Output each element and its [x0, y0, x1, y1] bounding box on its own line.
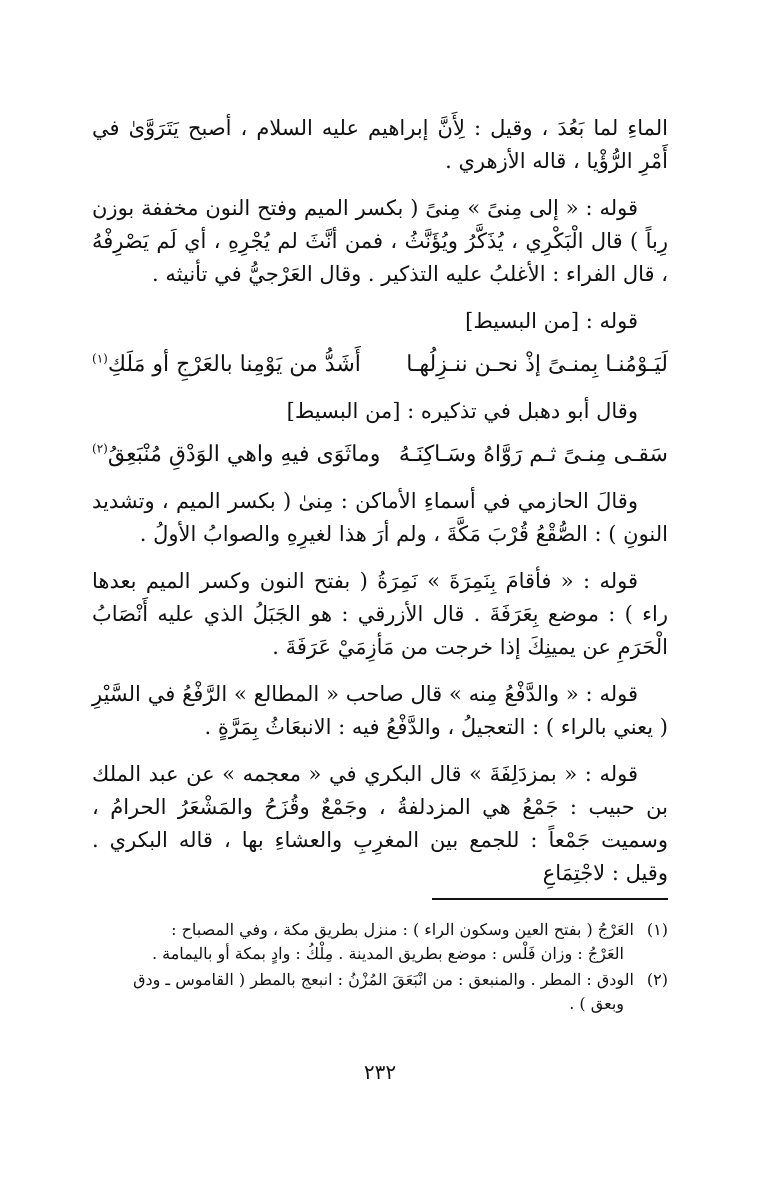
footnote-2-body	[133, 968, 634, 1016]
verse-2-second-hemistich	[92, 438, 380, 471]
verse-1-first-hemistich: لَيَـوْمُنـا بِمنـىً إذْ نحـن ننـزِلُهـا	[406, 352, 668, 377]
paragraph-6: قوله : « بمزدَلِفَةَ » قال البكري في « معجمه » عن عبد الملك بن حبيب : جَمْعُ هي المزدلفةُ ، وجَمْعٌ وقُزَحُ والمَشْعَرُ الحرامُ ، وسميت جَمْعاً : للجمع بين المغرِبِ والعشاءِ بها ، قاله البكري . وقيل : لاجْتِمَاعِ	[92, 762, 668, 885]
footnote-1	[92, 918, 668, 966]
footnote-1-number: (١)	[646, 920, 668, 939]
footnote-2-line-1: الودق : المطر . والمنبعق : من انْبَعَقَ المُزْنُ : انبعج بالمطر ( القاموس ـ ودق	[133, 970, 634, 989]
verse-2	[92, 438, 668, 471]
paragraph-2: قوله : « إلى مِنىً » مِنىً ( بكسر الميم وفتح النون مخففة بوزن رِباً ) قال الْبَكْرِي ، يُذَكَّرُ ويُؤَنَّثُ ، فمن أنَّثَ لم يُجْرِهِ ، أي لَم يَصْرِفْهُ ، قال الفراء : الأغلبُ عليه التذكير . وقال العَرْجيُّ في تأنيثه .	[92, 196, 668, 286]
footnote-ref-2: (٢)	[92, 441, 108, 456]
verse-1	[92, 348, 668, 381]
verse-heading-1: قوله : [من البسيط]	[465, 309, 638, 333]
main-text	[92, 112, 668, 904]
footnote-2-number: (٢)	[646, 970, 668, 989]
footnote-divider	[432, 898, 668, 900]
paragraph-5: قوله : « والدَّفْعُ مِنه » قال صاحب « المطالع » الرَّفْعُ في السَّيْرِ ( يعني بالراء ) : التعجيلُ ، والدَّفْعُ فيه : الانبعَاثُ بِمَرَّةٍ .	[92, 682, 668, 739]
paragraph-3: وقالَ الحازمي في أسماءِ الأماكن : مِنىٰ ( بكسر الميم ، وتشديد النونِ ) : الصُّقْعُ قُرْبَ مَكَّةَ ، ولم أرَ هذا لغيرِهِ والصوابُ الأولُ .	[92, 489, 668, 546]
verse-heading-2: وقال أبو دهبل في تذكيره : [من البسيط]	[286, 399, 638, 423]
page-number: ٢٣٢	[363, 1060, 397, 1084]
verse-1-second-text: أَشَدُّ من يَوْمِنا بالعَرْجِ أو مَلَكِ	[107, 352, 361, 377]
footnotes	[92, 918, 668, 1018]
paragraph-1: الماءِ لما بَعُدَ ، وقيل : لِأَنَّ إبراهيم عليه السلام ، أصبح يَتَرَوَّىٰ في أَمْرِ الرُّؤْيا ، قاله الأزهري .	[92, 116, 668, 173]
paragraph-4: قوله : « فأقامَ بِنَمِرَةَ » نَمِرَةُ ( بفتح النون وكسر الميم بعدها راء ) : موضع بِعَرَفَةَ . قال الأزرقي : هو الجَبَلُ الذي عليه أَنْصَابُ الْحَرَمِ عن يمينِكَ إذا خرجت من مَأزِمَيْ عَرَفَةَ .	[92, 569, 668, 659]
verse-1-second-hemistich	[92, 348, 361, 381]
footnote-1-body	[152, 918, 634, 966]
verse-2-second-text: وماثَوَى فيهِ واهي الوَدْقِ مُنْبَعِقُ	[107, 442, 381, 467]
footnote-ref-1: (١)	[92, 351, 108, 366]
verse-2-first-hemistich: سَقـى مِنـىً ثـم رَوَّاهُ وسَـاكِنَـهُ	[398, 442, 668, 467]
footnote-2	[92, 968, 668, 1016]
footnote-1-line-1: العَرْجُ ( بفتح العين وسكون الراء ) : منزل بطريق مكة ، وفي المصباح :	[171, 920, 634, 939]
footnote-1-line-2: العَرْجُ : وزان فَلْس : موضع بطريق المدينة . مِلْكُ : وادٍ بمكة أو باليمامة .	[151, 944, 624, 963]
footnote-2-line-2: وبعق ) .	[569, 994, 624, 1013]
